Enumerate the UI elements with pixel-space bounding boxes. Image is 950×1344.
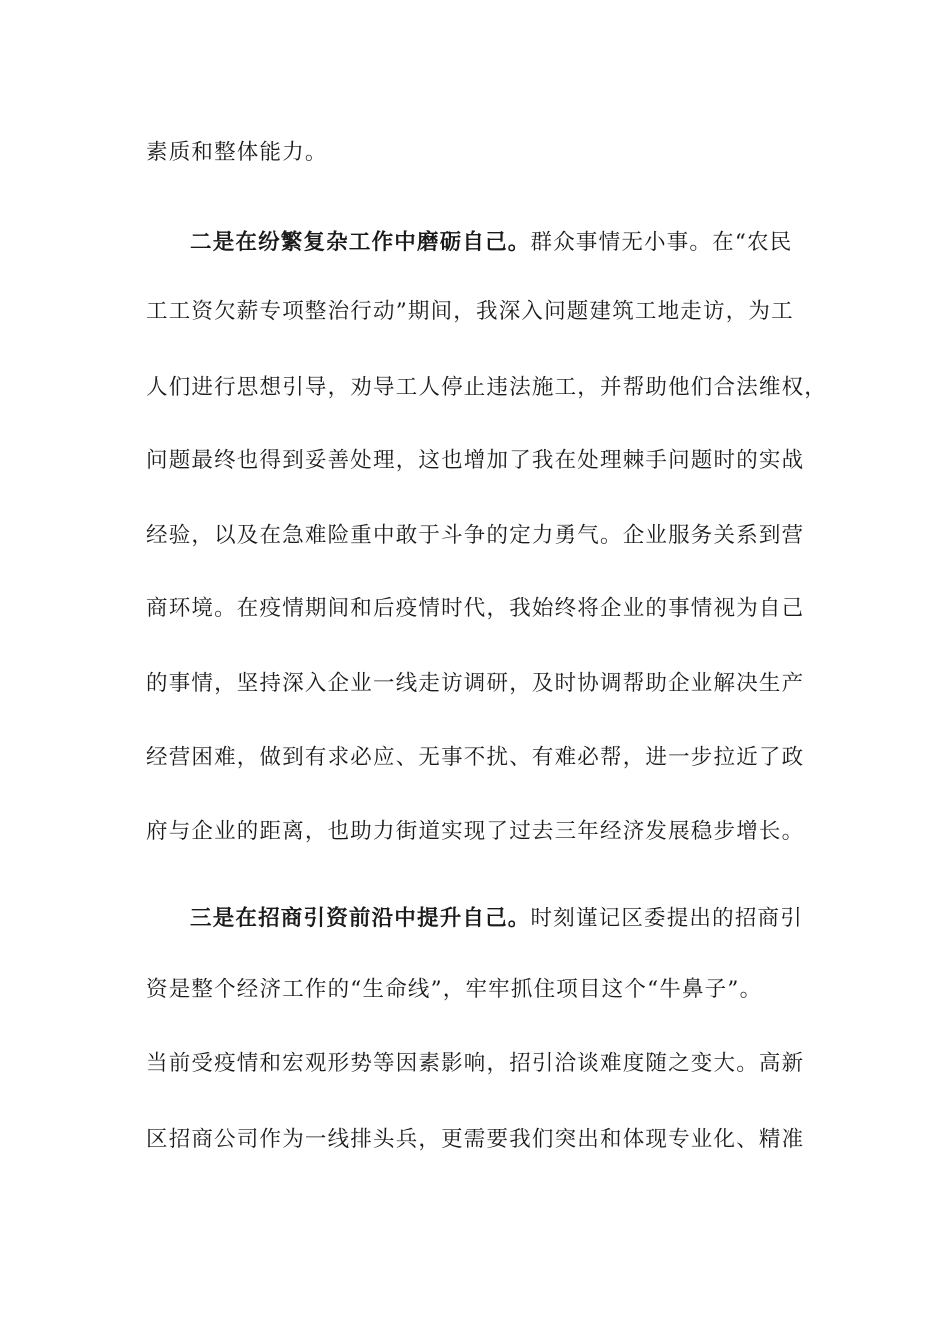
paragraph-lead-heading: 二是在纷繁复杂工作中磨砺自己。 [190,230,531,255]
paragraph-line [146,297,806,327]
paragraph-line [146,817,806,847]
body-text: 当前受疫情和宏观形势等因素影响，招引洽谈难度随之变大。高新 [146,1051,805,1076]
paragraph-line [146,521,806,551]
body-text: 群众事情无小事。在“农民 [530,230,793,255]
paragraph-line [146,743,806,773]
body-text: 经验，以及在急难险重中敢于斗争的定力勇气。企业服务关系到营 [146,523,805,548]
body-text: 资是整个经济工作的“生命线”，牢牢抓住项目这个“牛鼻子”。 [146,977,763,1002]
paragraph-line [146,1125,806,1155]
paragraph-line [146,1049,806,1079]
body-text: 府与企业的距离，也助力街道实现了过去三年经济发展稳步增长。 [146,819,805,844]
paragraph-lead-heading: 三是在招商引资前沿中提升自己。 [190,906,531,931]
body-text: 区招商公司作为一线排头兵，更需要我们突出和体现专业化、精准 [146,1127,805,1152]
paragraph-line [146,975,806,1005]
body-text: 工工资欠薪专项整治行动”期间，我深入问题建筑工地走访，为工 [146,299,794,324]
paragraph-line [146,446,806,476]
body-text: 人们进行思想引导，劝导工人停止违法施工，并帮助他们合法维权， [146,375,828,400]
body-text: 的事情，坚持深入企业一线走访调研，及时协调帮助企业解决生产 [146,671,805,696]
paragraph-line [146,594,806,624]
paragraph-line [146,669,806,699]
paragraph-line [146,373,828,403]
paragraph-line [146,228,850,258]
paragraph-line [146,904,850,934]
paragraph-line [146,138,806,168]
body-text: 问题最终也得到妥善处理，这也增加了我在处理棘手问题时的实战 [146,448,805,473]
body-text: 经营困难，做到有求必应、无事不扰、有难必帮，进一步拉近了政 [146,745,805,770]
body-text: 素质和整体能力。 [146,140,328,165]
body-text: 时刻谨记区委提出的招商引 [530,906,803,931]
body-text: 商环境。在疫情期间和后疫情时代，我始终将企业的事情视为自己 [146,596,805,621]
